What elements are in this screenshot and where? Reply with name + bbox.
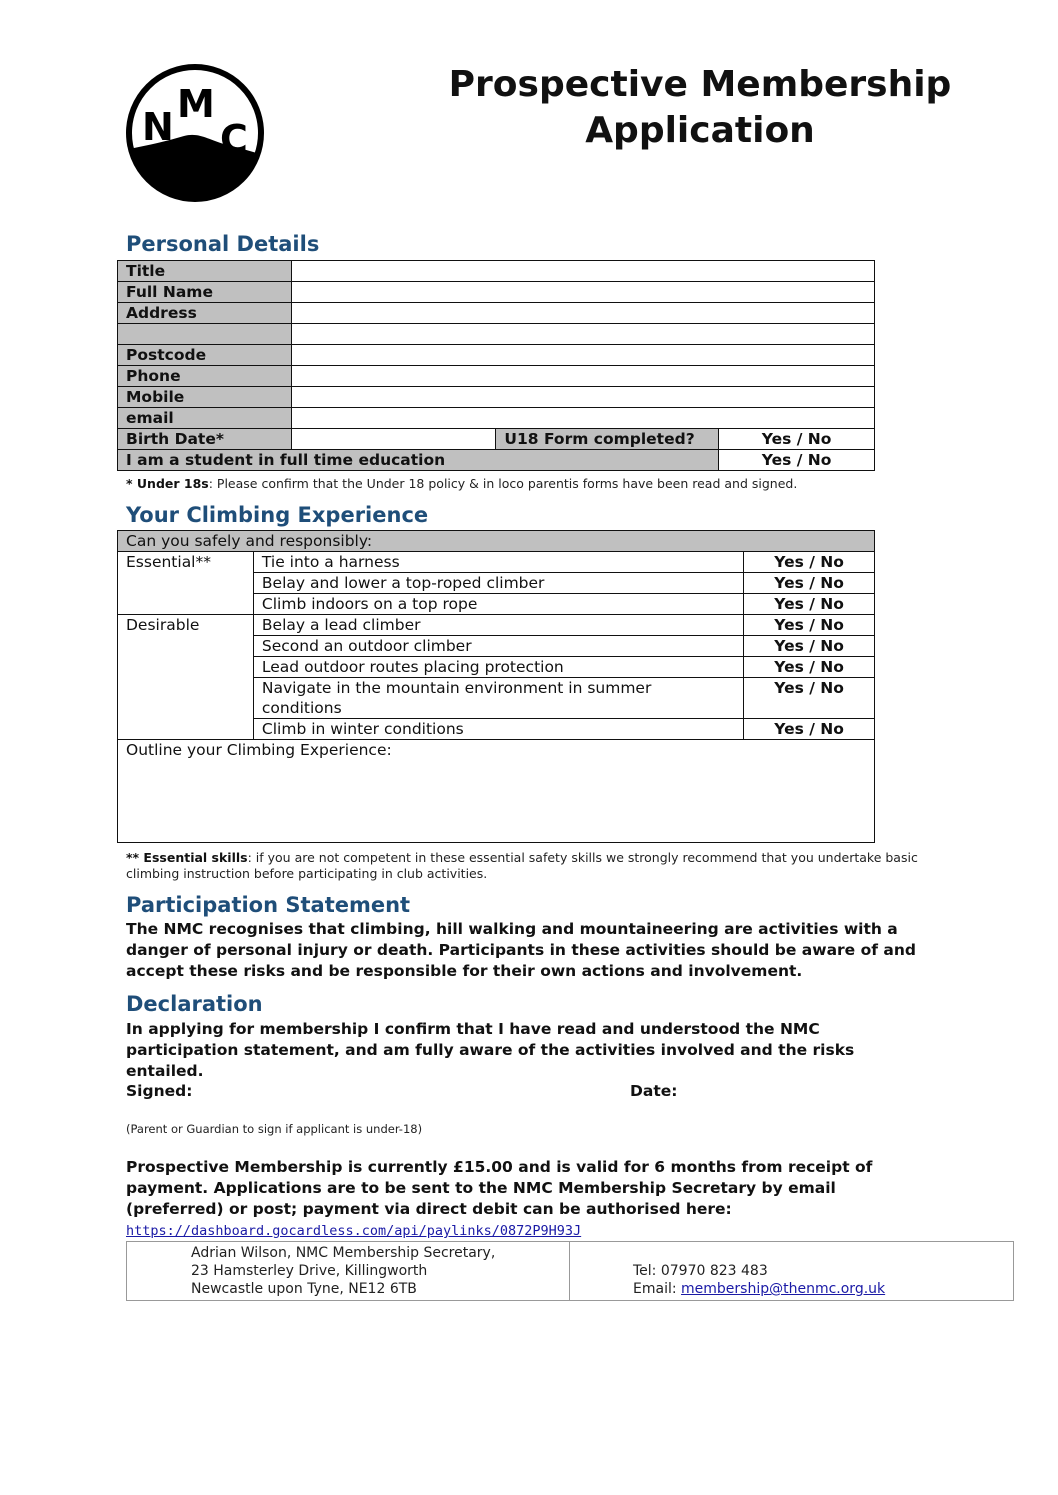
address-field-line1[interactable] — [291, 303, 874, 324]
guardian-note: (Parent or Guardian to sign if applicant is under-18) — [126, 1122, 423, 1136]
skill-yes-no[interactable]: Yes / No — [744, 719, 875, 740]
table-row — [118, 450, 875, 471]
personal-details-heading: Personal Details — [126, 232, 320, 256]
signed-label: Signed: — [126, 1082, 193, 1100]
field-label: Full Name — [118, 282, 292, 303]
under18-footnote — [126, 476, 797, 491]
table-row — [118, 387, 875, 408]
page-title — [440, 62, 960, 154]
participation-text: The NMC recognises that climbing, hill walking and mountaineering are activities with a danger of personal injury or death. Participants in these activities should be aware of and accept these risks and be responsible for their own actions and involvement. — [126, 920, 916, 980]
title-line-1: Prospective Membership — [448, 64, 952, 105]
postcode-field[interactable] — [291, 345, 874, 366]
table-row — [118, 366, 875, 387]
logo-icon — [124, 62, 266, 204]
skill-label: Second an outdoor climber — [253, 636, 743, 657]
title-field[interactable] — [291, 261, 874, 282]
outline-experience-field[interactable] — [118, 740, 875, 843]
phone-field[interactable] — [291, 366, 874, 387]
skill-label: Belay a lead climber — [253, 615, 743, 636]
essential-label: Essential** — [118, 552, 254, 615]
svg-text:C: C — [220, 117, 248, 161]
contact-street: 23 Hamsterley Drive, Killingworth — [191, 1263, 428, 1279]
skill-label: Belay and lower a top-roped climber — [253, 573, 743, 594]
svg-text:N: N — [142, 105, 174, 149]
table-row — [118, 282, 875, 303]
skill-yes-no[interactable]: Yes / No — [744, 657, 875, 678]
participation-heading: Participation Statement — [126, 893, 411, 917]
contact-name: Adrian Wilson, NMC Membership Secretary, — [191, 1245, 496, 1261]
contact-details — [570, 1242, 885, 1300]
date-label: Date: — [630, 1082, 678, 1100]
email-label: Email: — [633, 1281, 682, 1297]
essential-skills-footnote — [126, 850, 926, 882]
email-field[interactable] — [291, 408, 874, 429]
u18-form-label: U18 Form completed? — [496, 429, 719, 450]
table-row — [118, 429, 875, 450]
declaration-heading: Declaration — [126, 992, 263, 1016]
contact-city: Newcastle upon Tyne, NE12 6TB — [191, 1281, 417, 1297]
table-header: Can you safely and responsibly: — [118, 531, 875, 552]
membership-bold-lead: Prospective Membership — [126, 1158, 343, 1176]
skill-yes-no[interactable]: Yes / No — [744, 573, 875, 594]
field-label: Address — [118, 303, 292, 324]
field-label — [118, 324, 292, 345]
u18-form-yes-no[interactable]: Yes / No — [719, 429, 875, 450]
skill-label: Tie into a harness — [253, 552, 743, 573]
contact-box — [126, 1241, 1014, 1301]
field-label: Phone — [118, 366, 292, 387]
declaration-text: In applying for membership I confirm that I have read and understood the NMC participation statement, and am fully aware of the activities involved and the risks entailed. — [126, 1020, 855, 1080]
skill-label: Climb indoors on a top rope — [253, 594, 743, 615]
footnote-bold: ** Essential skills — [126, 850, 248, 865]
nmc-logo — [124, 62, 266, 204]
gocardless-link[interactable]: https://dashboard.gocardless.com/api/paylinks/0872P9H93J — [126, 1223, 582, 1239]
footnote-text: : if you are not competent in these essential safety skills we strongly recommend that you undertake basic climbing instruction before participating in club activities. — [126, 850, 918, 881]
skill-yes-no[interactable]: Yes / No — [744, 552, 875, 573]
contact-address — [127, 1242, 570, 1300]
climbing-experience-table — [117, 530, 875, 843]
field-label: Title — [118, 261, 292, 282]
field-label: Postcode — [118, 345, 292, 366]
birth-date-field[interactable] — [291, 429, 496, 450]
footnote-text: : Please confirm that the Under 18 policy & in loco parentis forms have been read and signed. — [208, 476, 798, 491]
personal-details-table — [117, 260, 875, 471]
skill-label: Lead outdoor routes placing protection — [253, 657, 743, 678]
svg-text:M: M — [177, 82, 215, 126]
signature-field[interactable] — [190, 1080, 610, 1102]
skill-yes-no[interactable]: Yes / No — [744, 636, 875, 657]
table-row — [118, 303, 875, 324]
field-label: Mobile — [118, 387, 292, 408]
footnote-bold: * Under 18s — [126, 476, 209, 491]
outline-label: Outline your Climbing Experience: — [126, 741, 392, 759]
date-field[interactable] — [680, 1080, 920, 1102]
skill-yes-no[interactable]: Yes / No — [744, 615, 875, 636]
birth-date-label: Birth Date* — [118, 429, 292, 450]
student-yes-no[interactable]: Yes / No — [719, 450, 875, 471]
table-row — [118, 408, 875, 429]
mobile-field[interactable] — [291, 387, 874, 408]
table-row — [118, 324, 875, 345]
desirable-label: Desirable — [118, 615, 254, 740]
table-row — [118, 552, 875, 573]
email-link[interactable]: membership@thenmc.org.uk — [681, 1281, 886, 1297]
full-name-field[interactable] — [291, 282, 874, 303]
skill-label: Climb in winter conditions — [253, 719, 743, 740]
skill-yes-no[interactable]: Yes / No — [744, 594, 875, 615]
student-label: I am a student in full time education — [118, 450, 719, 471]
contact-email-line — [633, 1280, 885, 1298]
field-label: email — [118, 408, 292, 429]
skill-yes-no[interactable]: Yes / No — [744, 678, 875, 719]
climbing-experience-heading: Your Climbing Experience — [126, 503, 429, 527]
membership-info — [126, 1157, 936, 1242]
table-row — [118, 345, 875, 366]
address-field-line2[interactable] — [291, 324, 874, 345]
membership-text: is currently £15.00 and is valid for 6 months from receipt of payment. Applications are to be sent to the NMC Membership Secretary by email (preferred) or post; payment via direct debit can be authorised here: — [126, 1158, 873, 1218]
table-row — [118, 261, 875, 282]
contact-tel: Tel: 07970 823 483 — [633, 1263, 768, 1279]
title-line-2: Application — [585, 110, 815, 151]
skill-label: Navigate in the mountain environment in summer conditions — [253, 678, 743, 719]
table-row — [118, 615, 875, 636]
